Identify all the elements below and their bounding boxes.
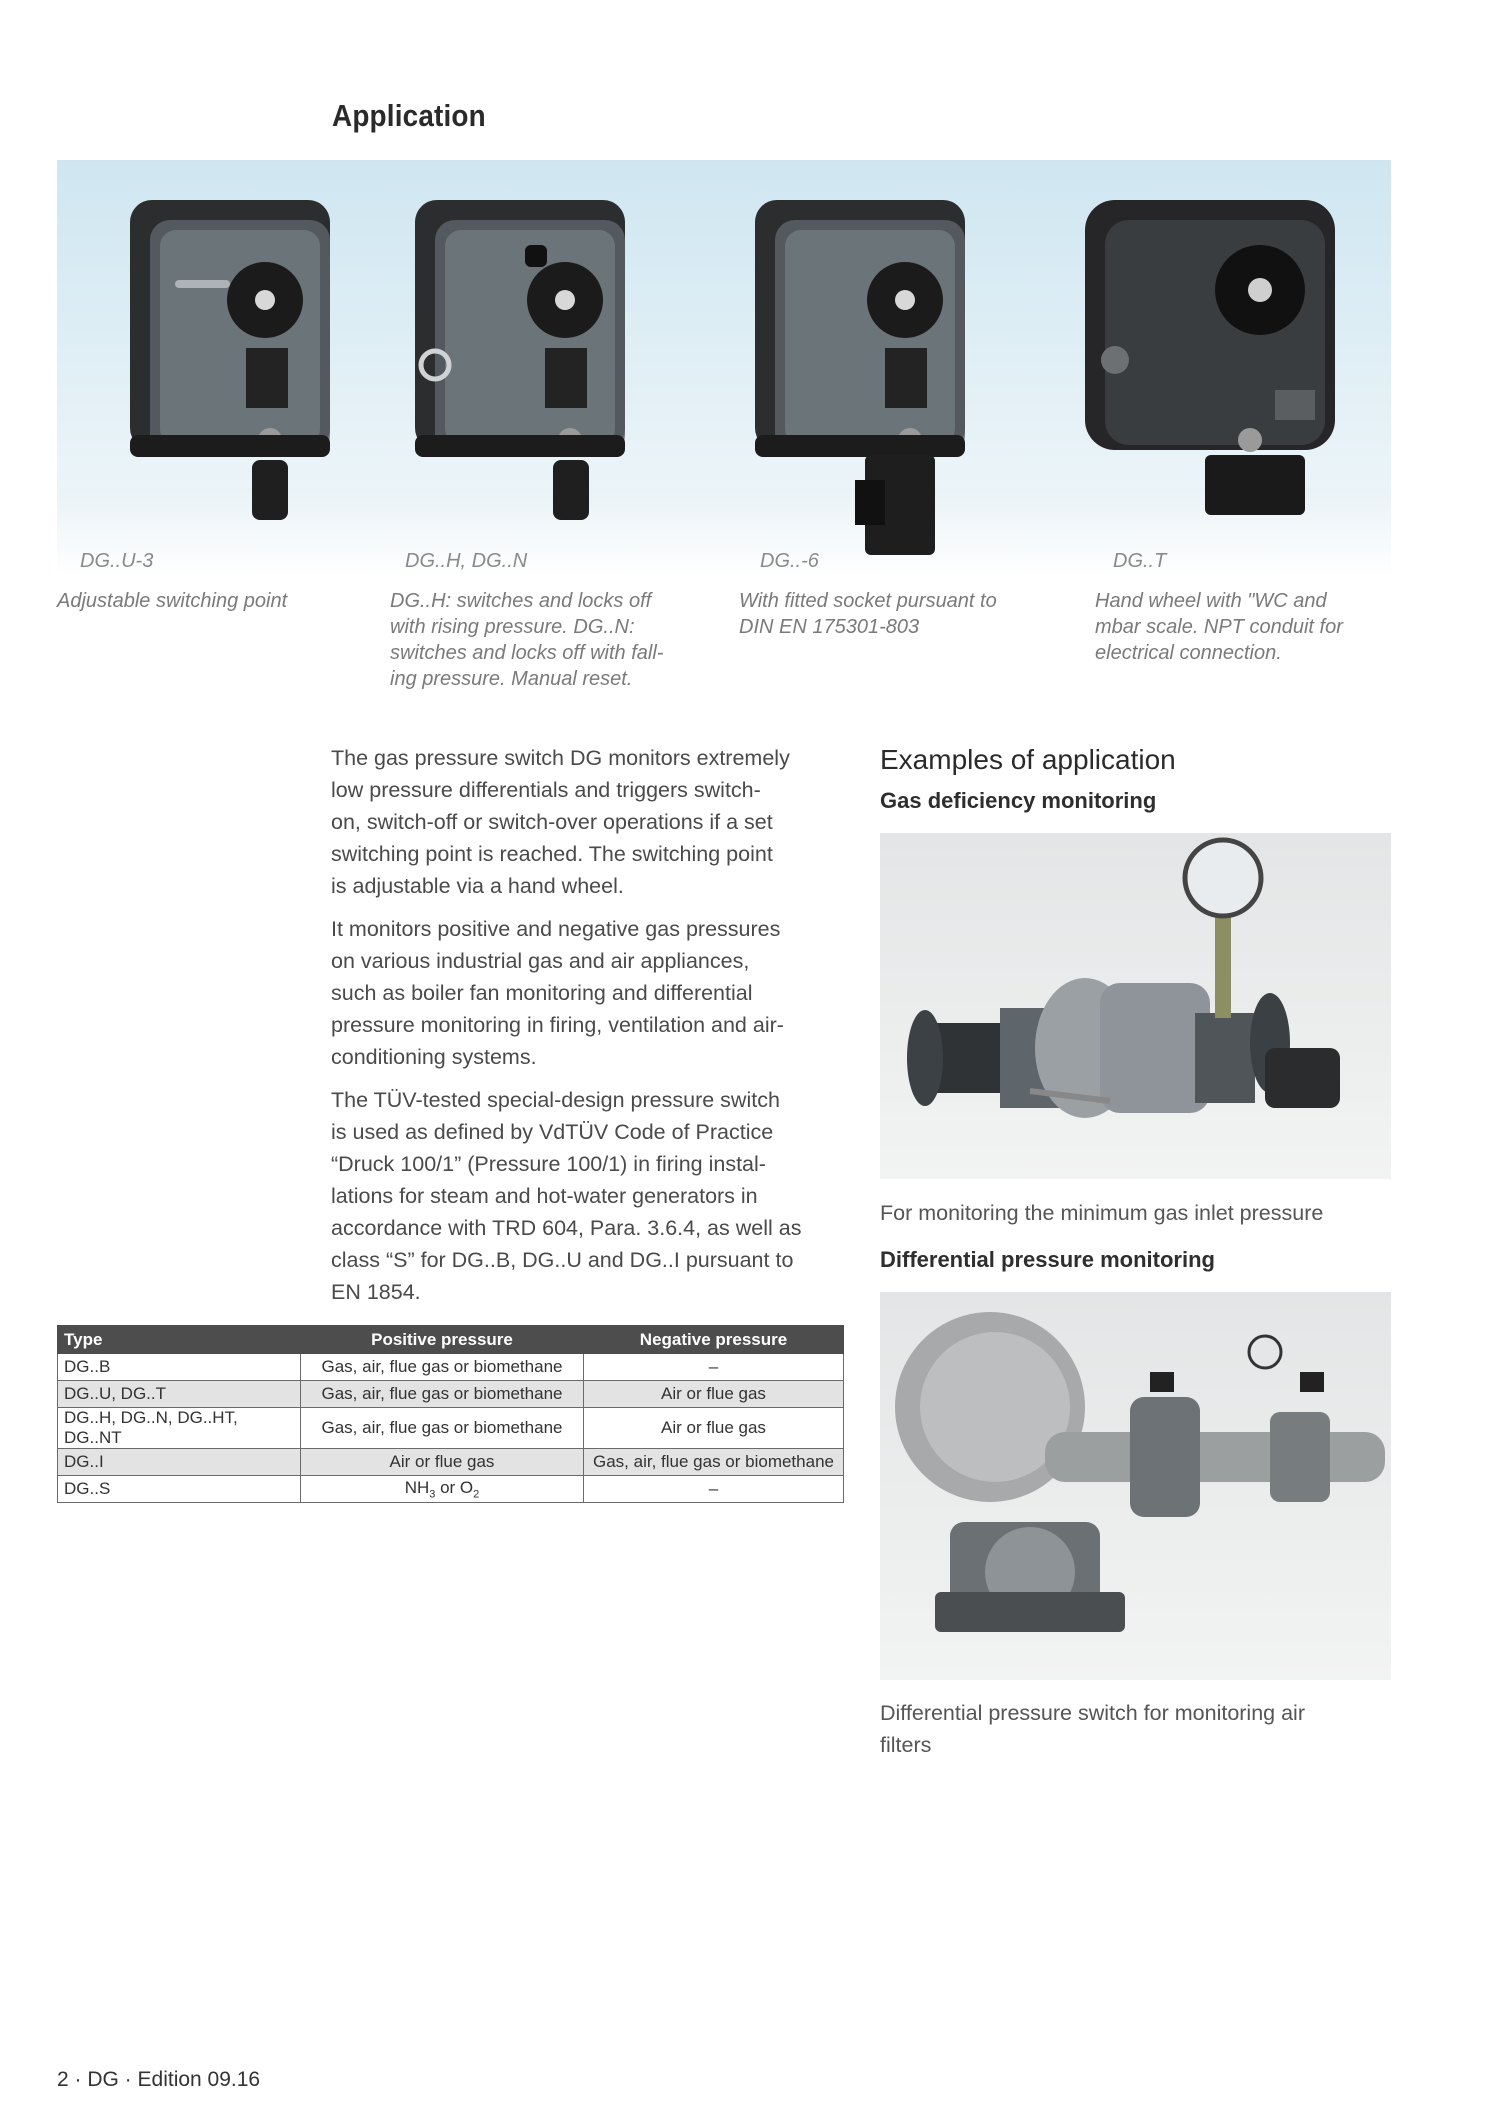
text-line: is used as defined by VdTÜV Code of Practice bbox=[331, 1120, 774, 1144]
text-line: pressure monitoring in firing, ventilation and air- bbox=[331, 1013, 784, 1037]
text-line: on, switch-off or switch-over operations if a set bbox=[331, 810, 773, 834]
product-image-dg-6 bbox=[745, 190, 985, 570]
table-row bbox=[58, 1408, 844, 1449]
text-line: accordance with TRD 604, Para. 3.6.4, as well as bbox=[331, 1216, 802, 1240]
example-2-caption bbox=[880, 1697, 1391, 1761]
caption-line: Differential pressure switch for monitoring air bbox=[880, 1701, 1305, 1725]
table-header-row bbox=[58, 1326, 844, 1354]
page-footer: 2 · DG · Edition 09.16 bbox=[57, 2068, 261, 2091]
example-2-photo bbox=[880, 1292, 1391, 1680]
cell-type: DG..H, DG..N, DG..HT, DG..NT bbox=[58, 1408, 301, 1449]
text-line: low pressure differentials and triggers switch- bbox=[331, 778, 761, 802]
header-negative: Negative pressure bbox=[584, 1326, 844, 1354]
body-paragraph-3 bbox=[331, 1084, 841, 1308]
caption-line: DIN EN 175301-803 bbox=[739, 616, 920, 638]
text-line: EN 1854. bbox=[331, 1280, 421, 1304]
product-image-dg-t bbox=[1075, 190, 1345, 530]
table-row bbox=[58, 1476, 844, 1503]
caption-line: ing pressure. Manual reset. bbox=[390, 668, 633, 690]
model-label-3: DG..-6 bbox=[760, 550, 819, 572]
caption-line: electrical connection. bbox=[1095, 642, 1282, 664]
example-1-photo bbox=[880, 833, 1391, 1179]
cell-positive: Gas, air, flue gas or biomethane bbox=[301, 1408, 584, 1449]
example-1-title: Gas deficiency monitoring bbox=[880, 788, 1157, 813]
cell-positive: Gas, air, flue gas or biomethane bbox=[301, 1381, 584, 1408]
formula-part: or O bbox=[435, 1477, 474, 1497]
formula-subscript: 3 bbox=[429, 1488, 436, 1501]
text-line: on various industrial gas and air appliances, bbox=[331, 949, 750, 973]
text-line: switching point is reached. The switching point bbox=[331, 842, 773, 866]
air-filter-illustration bbox=[880, 1292, 1391, 1680]
body-paragraph-2 bbox=[331, 913, 841, 1073]
table-row bbox=[58, 1381, 844, 1408]
caption-line: With fitted socket pursuant to bbox=[739, 590, 997, 612]
page-title: Application bbox=[332, 98, 486, 133]
text-line: conditioning systems. bbox=[331, 1045, 537, 1069]
model-label-4: DG..T bbox=[1113, 550, 1167, 572]
text-line: class “S” for DG..B, DG..U and DG..I pursuant to bbox=[331, 1248, 794, 1272]
cell-type: DG..S bbox=[58, 1476, 301, 1503]
text-line: is adjustable via a hand wheel. bbox=[331, 874, 624, 898]
product-image-dg-h-n bbox=[405, 190, 645, 530]
model-label-2: DG..H, DG..N bbox=[405, 550, 528, 572]
cell-type: DG..U, DG..T bbox=[58, 1381, 301, 1408]
text-line: It monitors positive and negative gas pressures bbox=[331, 917, 781, 941]
cell-negative: Air or flue gas bbox=[584, 1381, 844, 1408]
example-2-title: Differential pressure monitoring bbox=[880, 1247, 1215, 1272]
text-line: The gas pressure switch DG monitors extremely bbox=[331, 746, 790, 770]
caption-line: mbar scale. NPT conduit for bbox=[1095, 616, 1343, 638]
product-caption-2 bbox=[390, 588, 720, 692]
caption-line: switches and locks off with fall- bbox=[390, 642, 664, 664]
table-row bbox=[58, 1449, 844, 1476]
text-line: lations for steam and hot-water generators in bbox=[331, 1184, 758, 1208]
cell-negative: Gas, air, flue gas or biomethane bbox=[584, 1449, 844, 1476]
product-caption-1 bbox=[57, 588, 377, 614]
product-caption-4 bbox=[1095, 588, 1395, 666]
cell-type: DG..B bbox=[58, 1354, 301, 1381]
cell-positive: Air or flue gas bbox=[301, 1449, 584, 1476]
formula-subscript: 2 bbox=[473, 1488, 480, 1501]
caption-line: Hand wheel with "WC and bbox=[1095, 590, 1327, 612]
cell-type: DG..I bbox=[58, 1449, 301, 1476]
caption-line: with rising pressure. DG..N: bbox=[390, 616, 635, 638]
text-line: such as boiler fan monitoring and differential bbox=[331, 981, 753, 1005]
text-line: The TÜV-tested special-design pressure switch bbox=[331, 1088, 780, 1112]
cell-negative: Air or flue gas bbox=[584, 1408, 844, 1449]
cell-positive bbox=[301, 1476, 584, 1503]
cell-negative: – bbox=[584, 1354, 844, 1381]
cell-negative: – bbox=[584, 1476, 844, 1503]
examples-heading: Examples of application bbox=[880, 744, 1176, 775]
header-type: Type bbox=[58, 1326, 301, 1354]
text-line: “Druck 100/1” (Pressure 100/1) in firing instal- bbox=[331, 1152, 766, 1176]
product-caption-3 bbox=[739, 588, 1069, 640]
table-row bbox=[58, 1354, 844, 1381]
model-label-1: DG..U-3 bbox=[80, 550, 154, 572]
caption-line: Adjustable switching point bbox=[57, 590, 288, 612]
caption-line: filters bbox=[880, 1733, 932, 1757]
body-paragraph-1 bbox=[331, 742, 841, 902]
formula-part: NH bbox=[404, 1477, 430, 1497]
pressure-type-table bbox=[57, 1325, 844, 1503]
gas-line-illustration bbox=[880, 833, 1391, 1179]
example-1-caption: For monitoring the minimum gas inlet pressure bbox=[880, 1201, 1324, 1225]
cell-positive: Gas, air, flue gas or biomethane bbox=[301, 1354, 584, 1381]
header-positive: Positive pressure bbox=[301, 1326, 584, 1354]
product-image-dg-u3 bbox=[120, 190, 350, 530]
caption-line: DG..H: switches and locks off bbox=[390, 590, 652, 612]
